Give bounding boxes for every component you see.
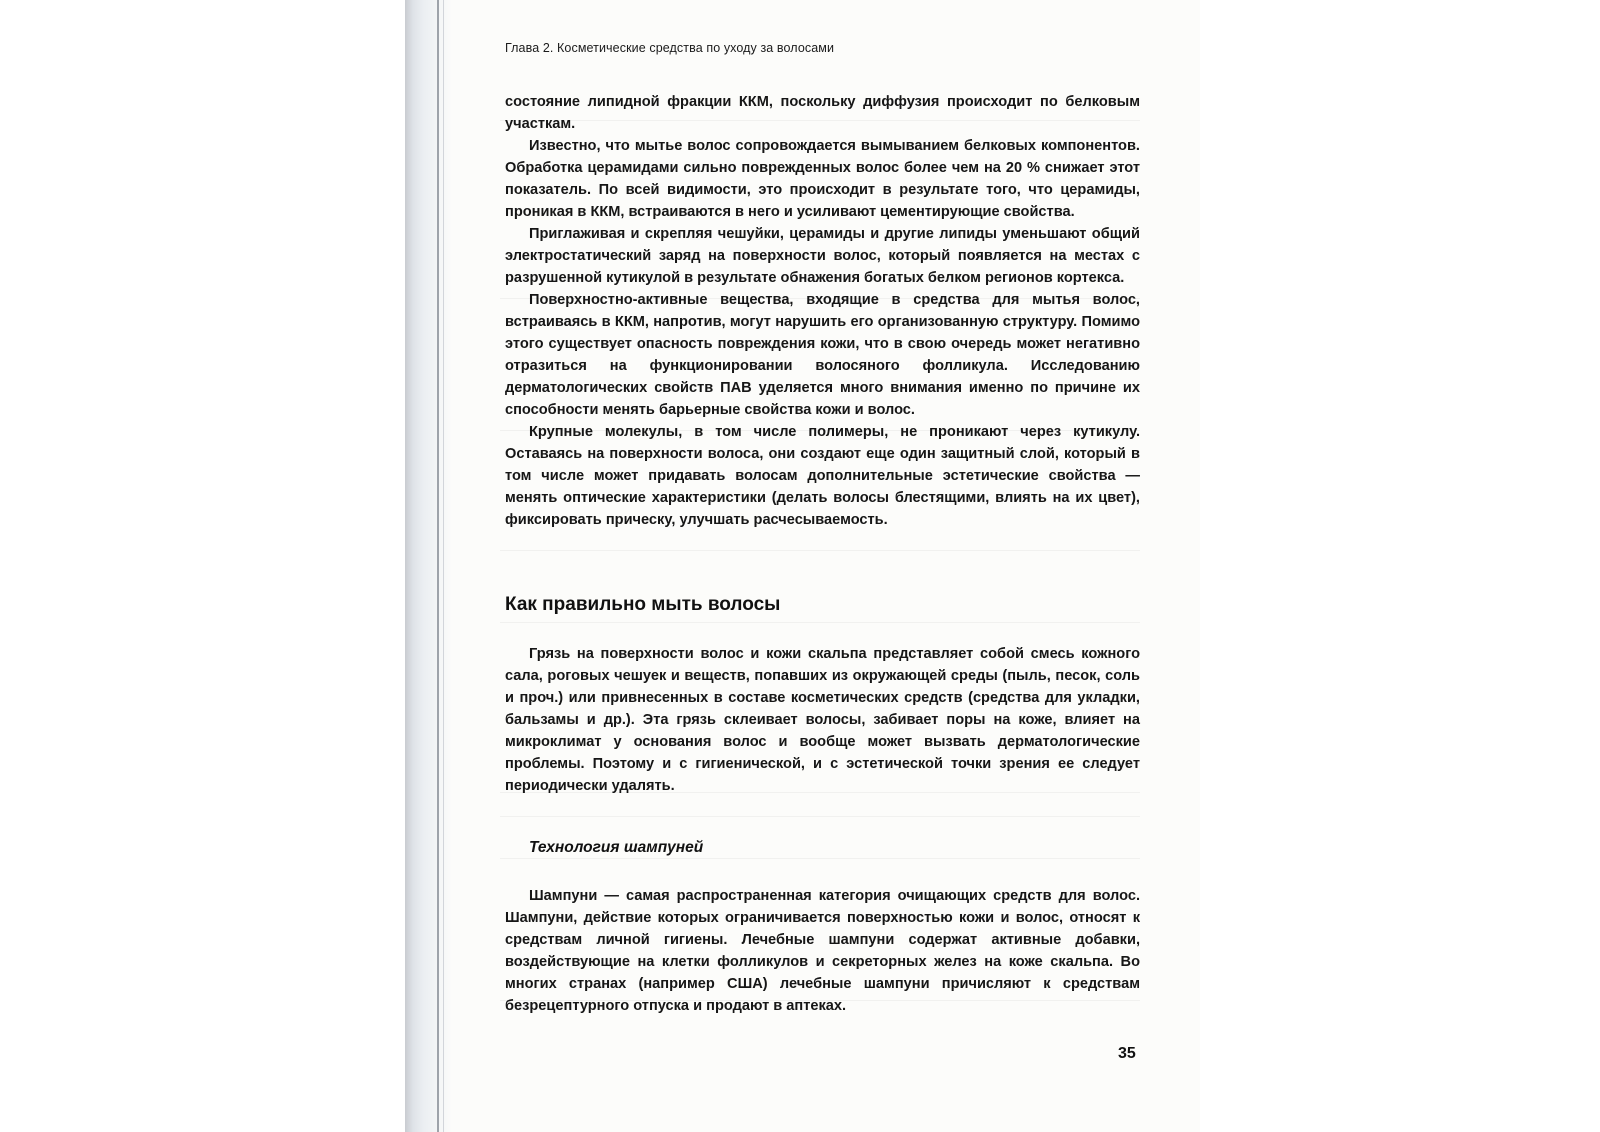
paragraph: Грязь на поверхности волос и кожи скальпа представляет собой смесь кожного сала, роговых чешуек и веществ, попавших из окружающей среды (пыль, песок, соль и проч.) или привнесенных в составе косметических средств (средства для укладки, бальзамы и др.). Эта грязь склеивает волосы, забивает поры на коже, влияет на микроклимат у основания волос и вообще может вызвать дерматологические проблемы. Поэтому и с гигиенической, и с эстетической точки зрения ее следует периодически удалять.: [505, 646, 1140, 794]
bleed-through-line: [500, 816, 1140, 817]
running-header: Глава 2. Косметические средства по уходу за волосами: [505, 41, 835, 55]
body-text-block-2: [505, 643, 1140, 797]
page-number: 35: [1118, 1045, 1136, 1062]
bleed-through-line: [500, 858, 1140, 859]
bleed-through-line: [500, 550, 1140, 551]
paragraph: состояние липидной фракции ККМ, поскольку диффузия происходит по белковым участкам.: [505, 94, 1140, 132]
paragraph: Известно, что мытье волос сопровождается вымыванием белковых компонентов. Обработка церамидами сильно поврежденных волос более чем на 20 % снижает этот показатель. По всей видимости, это происходит в результате того, что церамиды, проникая в ККМ, встраиваются в него и усиливают цементирующие свойства.: [505, 138, 1140, 220]
book-spine-shadow: [405, 0, 451, 1132]
bleed-through-line: [500, 622, 1140, 623]
body-text-block-1: [505, 91, 1140, 531]
subsection-heading: Технология шампуней: [529, 839, 704, 856]
section-heading: Как правильно мыть волосы: [505, 594, 781, 615]
paragraph: Шампуни — самая распространенная категория очищающих средств для волос. Шампуни, действие которых ограничивается поверхностью кожи и волос, относят к средствам личной гигиены. Лечебные шампуни содержат активные добавки, воздействующие на клетки фолликулов и секреторных желез на коже скальпа. Во многих странах (например США) лечебные шампуни причисляют к средствам безрецептурного отпуска и продают в аптеках.: [505, 888, 1140, 1014]
body-text-block-3: [505, 885, 1140, 1017]
binding-edge: [437, 0, 439, 1132]
paragraph: Приглаживая и скрепляя чешуйки, церамиды и другие липиды уменьшают общий электростатический заряд на поверхности волос, который появляется на местах с разрушенной кутикулой в результате обнажения богатых белком регионов кортекса.: [505, 226, 1140, 286]
paragraph: Крупные молекулы, в том числе полимеры, не проникают через кутикулу. Оставаясь на поверхности волоса, они создают еще один защитный слой, который в том числе может придавать волосам дополнительные эстетические свойства — менять оптические характеристики (делать волосы блестящими, влиять на их цвет), фиксировать прическу, улучшать расчесываемость.: [505, 424, 1140, 528]
binding-edge-inner: [443, 0, 444, 1132]
paragraph: Поверхностно-активные вещества, входящие в средства для мытья волос, встраиваясь в ККМ, напротив, могут нарушить его организованную структуру. Помимо этого существует опасность повреждения кожи, что в свою очередь может негативно отразиться на функционировании волосяного фолликула. Исследованию дерматологических свойств ПАВ уделяется много внимания именно по причине их способности менять барьерные свойства кожи и волос.: [505, 292, 1140, 418]
